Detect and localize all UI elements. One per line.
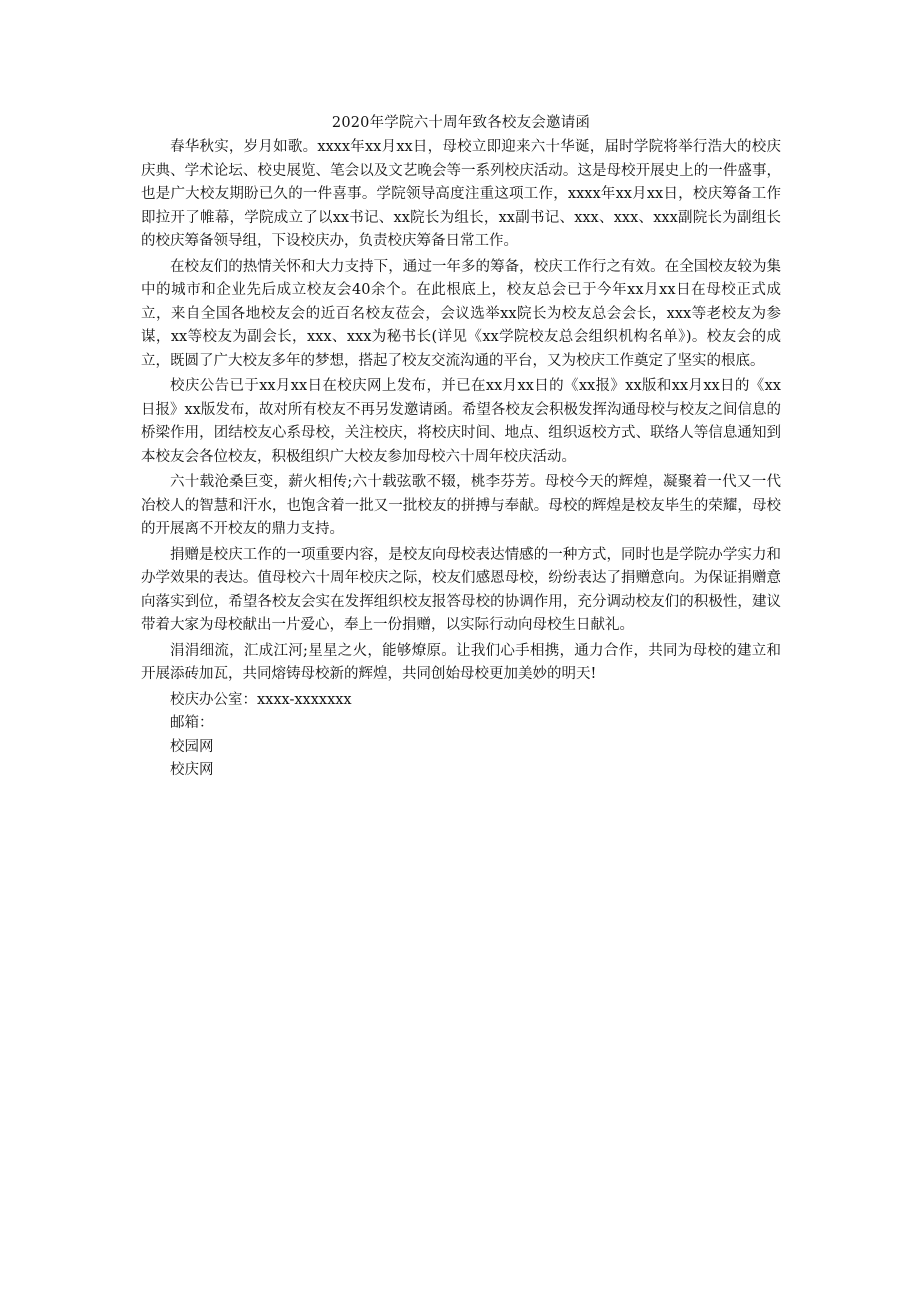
contact-anniversary-site: 校庆网 (170, 762, 214, 778)
paragraph-6: 涓涓细流，汇成江河;星星之火，能够燎原。让我们心手相携，通力合作，共同为母校的建立和开展添砖加瓦，共同熔铸母校新的辉煌，共同创始母校更加美妙的明天! (141, 642, 781, 682)
contact-office-phone: 校庆办公室：xxxx-xxxxxxx (170, 691, 352, 708)
contact-campus-site: 校园网 (170, 738, 214, 755)
contact-email: 邮箱： (170, 715, 214, 731)
paragraph-2: 在校友们的热情关怀和大力支持下，通过一年多的筹备，校庆工作行之有效。在全国校友较为集中的城市和企业先后成立校友会40余个。在此根底上，校友总会已于今年xx月xx日在母校正式成立，来自全国各地校友会的近百名校友莅会，会议选举xx院长为校友总会会长，xxx等老校友为参谋，xx等校友为副会长，xxx、xxx为秘书长(详见《xx学院校友总会组织机构名单》)。校友会的成立，既圆了广大校友多年的梦想，搭起了校友交流沟通的平台，又为校庆工作奠定了坚实的根底。 (141, 258, 781, 369)
paragraph-4: 六十载沧桑巨变，薪火相传;六十载弦歌不辍，桃李芬芳。母校今天的辉煌，凝聚着一代又一代冶校人的智慧和汗水，也饱含着一批又一批校友的拼搏与奉献。母校的辉煌是校友毕生的荣耀，母校的开展离不开校友的鼎力支持。 (141, 474, 781, 537)
paragraph-5: 捐赠是校庆工作的一项重要内容，是校友向母校表达情感的一种方式，同时也是学院办学实力和办学效果的表达。值母校六十周年校庆之际，校友们感恩母校，纷纷表达了捐赠意向。为保证捐赠意向落实到位，希望各校友会实在发挥组织校友报答母校的协调作用，充分调动校友们的积极性，建议带着大家为母校献出一片爱心，奉上一份捐赠，以实际行动向母校生日献礼。 (141, 546, 781, 633)
letter-page (141, 112, 781, 783)
paragraph-3: 校庆公告已于xx月xx日在校庆网上发布，并已在xx月xx日的《xx报》xx版和xx月xx日的《xx日报》xx版发布，故对所有校友不再另发邀请函。希望各校友会积极发挥沟通母校与校友之间信息的桥梁作用，团结校友心系母校，关注校庆，将校庆时间、地点、组织返校方式、联络人等信息通知到本校友会各位校友，积极组织广大校友参加母校六十周年校庆活动。 (141, 378, 781, 465)
paragraph-1: 春华秋实，岁月如歌。xxxx年xx月xx日，母校立即迎来六十华诞，届时学院将举行浩大的校庆庆典、学术论坛、校史展览、笔会以及文艺晚会等一系列校庆活动。这是母校开展史上的一件盛事，也是广大校友期盼已久的一件喜事。学院领导高度注重这项工作，xxxx年xx月xx日，校庆筹备工作即拉开了帷幕，学院成立了以xx书记、xx院长为组长，xx副书记、xxx、xxx、xxx副院长为副组长的校庆筹备领导组，下设校庆办，负责校庆筹备日常工作。 (141, 139, 781, 249)
document-title: 2020年学院六十周年致各校友会邀请函 (331, 115, 591, 131)
